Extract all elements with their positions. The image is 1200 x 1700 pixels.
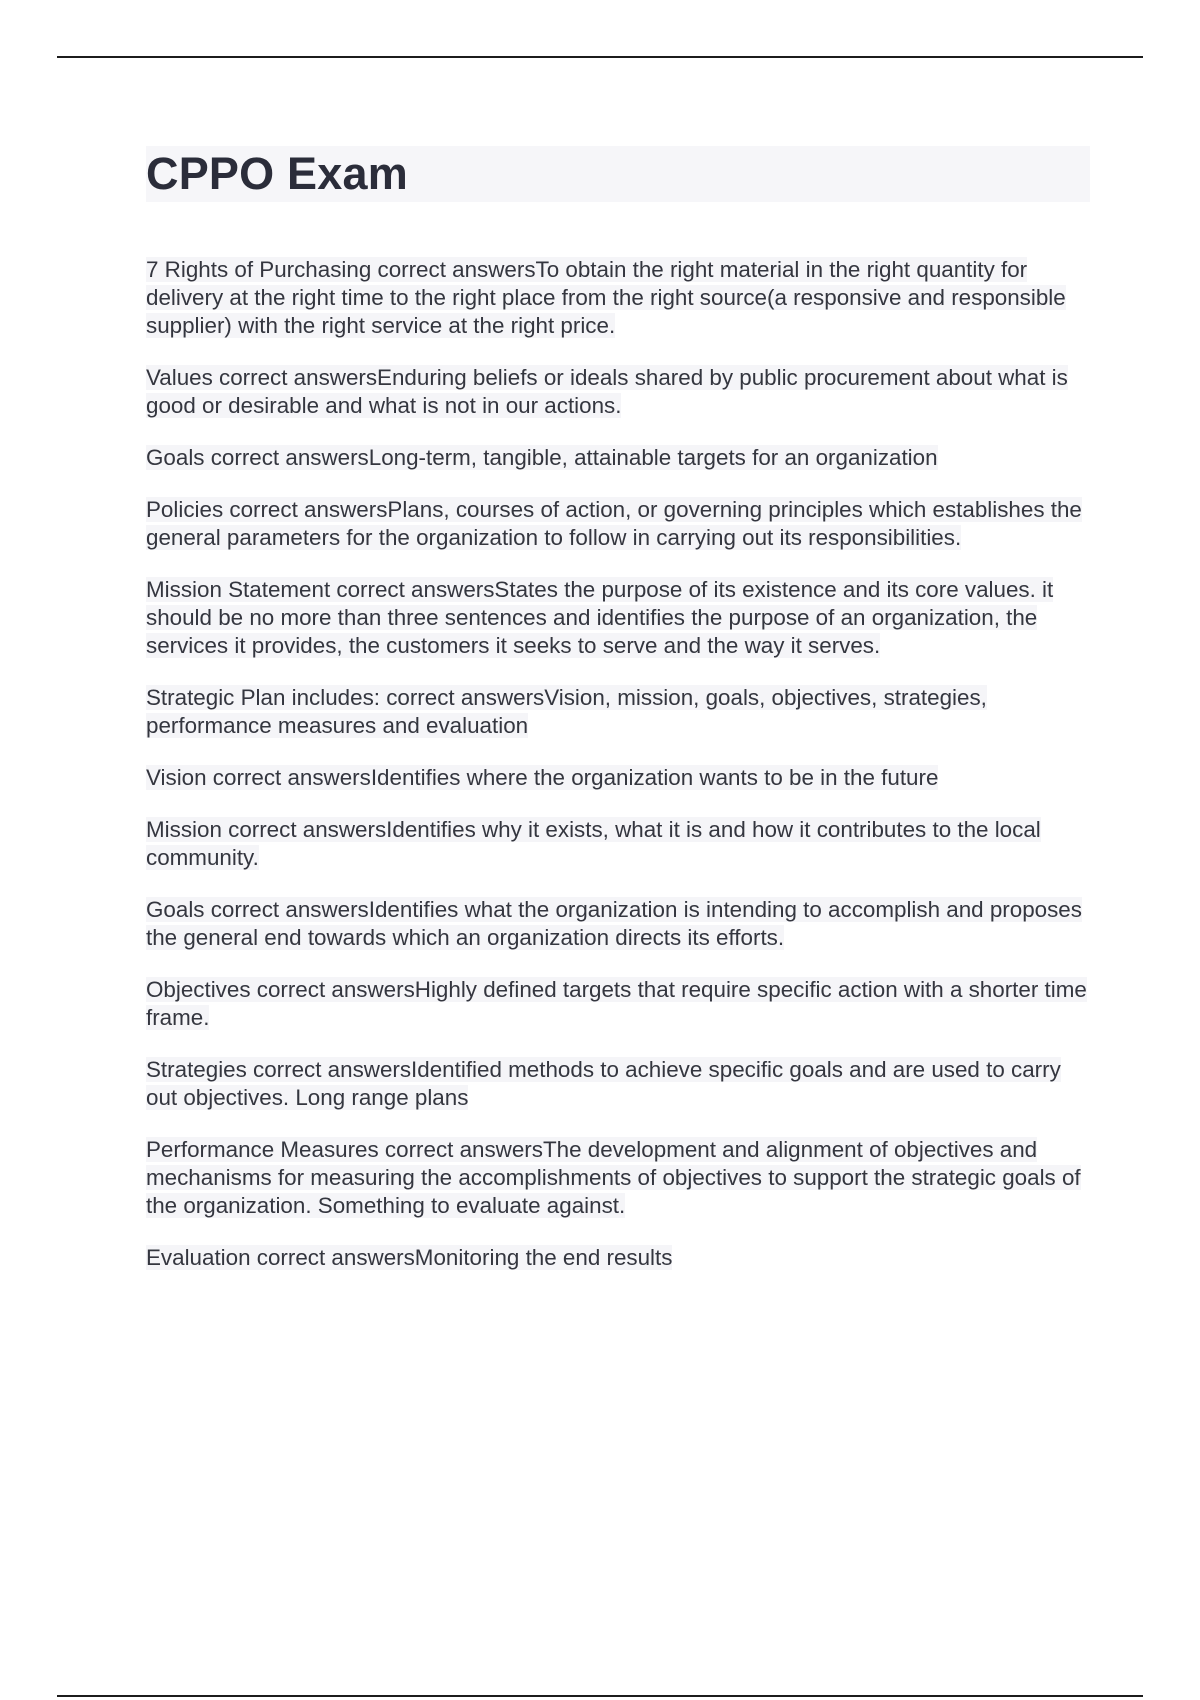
entry-mission: [146, 816, 1090, 872]
entry-goals-2: [146, 896, 1090, 952]
entry-text: Goals correct answersIdentifies what the organization is intending to accomplish and proposes the general end towards which an organization directs its efforts.: [146, 897, 1082, 950]
entry-list: [146, 256, 1090, 1272]
entry-text: Objectives correct answersHighly defined targets that require specific action with a shorter time frame.: [146, 977, 1087, 1030]
entry-values: [146, 364, 1090, 420]
document-body: [146, 146, 1090, 1296]
entry-policies: [146, 496, 1090, 552]
bottom-rule: [57, 1695, 1143, 1697]
entry-text: Vision correct answersIdentifies where the organization wants to be in the future: [146, 765, 939, 790]
entry-objectives: [146, 976, 1090, 1032]
entry-7-rights-of-purchasing: [146, 256, 1090, 340]
entry-vision: [146, 764, 1090, 792]
entry-text: Mission correct answersIdentifies why it exists, what it is and how it contributes to the local community.: [146, 817, 1041, 870]
entry-text: 7 Rights of Purchasing correct answersTo obtain the right material in the right quantity for delivery at the right time to the right place from the right source(a responsive and responsible supplier) with the right service at the right price.: [146, 257, 1066, 338]
entry-strategies: [146, 1056, 1090, 1112]
entry-text: Evaluation correct answersMonitoring the end results: [146, 1245, 673, 1270]
entry-text: Strategies correct answersIdentified methods to achieve specific goals and are used to carry out objectives. Long range plans: [146, 1057, 1061, 1110]
entry-text: Goals correct answersLong-term, tangible, attainable targets for an organization: [146, 445, 938, 470]
entry-text: Strategic Plan includes: correct answersVision, mission, goals, objectives, strategies, performance measures and evaluation: [146, 685, 987, 738]
entry-text: Values correct answersEnduring beliefs or ideals shared by public procurement about what is good or desirable and what is not in our actions.: [146, 365, 1068, 418]
entry-evaluation: [146, 1244, 1090, 1272]
entry-strategic-plan: [146, 684, 1090, 740]
entry-text: Performance Measures correct answersThe development and alignment of objectives and mechanisms for measuring the accomplishments of objectives to support the strategic goals of the organization. Something to evaluate against.: [146, 1137, 1081, 1218]
top-rule: [57, 56, 1143, 58]
entry-text: Policies correct answersPlans, courses of action, or governing principles which establishes the general parameters for the organization to follow in carrying out its responsibilities.: [146, 497, 1082, 550]
entry-mission-statement: [146, 576, 1090, 660]
entry-performance-measures: [146, 1136, 1090, 1220]
document-title: CPPO Exam: [146, 146, 1090, 202]
entry-text: Mission Statement correct answersStates the purpose of its existence and its core values. it should be no more than three sentences and identifies the purpose of an organization, the services it provides, the customers it seeks to serve and the way it serves.: [146, 577, 1054, 658]
entry-goals: [146, 444, 1090, 472]
